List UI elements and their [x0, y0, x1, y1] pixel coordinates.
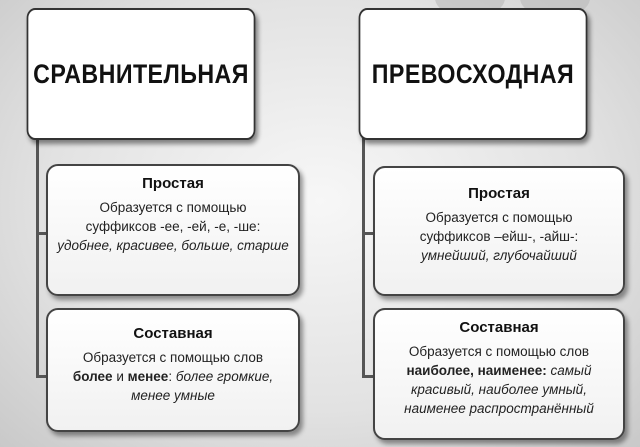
superlative-compound-examples: самый красивый, наиболее умный, наименее распространённый: [404, 363, 594, 416]
comparative-compound-line2: [54, 367, 292, 405]
comparative-simple-line2: суффиксов -ее, -ей, -е, -ше:: [85, 219, 261, 234]
comparative-word-less: менее: [127, 369, 169, 384]
comparative-conjunction: и: [116, 369, 124, 384]
superlative-compound-line2: [383, 361, 615, 418]
superlative-simple-line2: суффиксов –ейш-, -айш-:: [419, 229, 579, 244]
superlative-words: наиболее, наименее:: [406, 363, 547, 378]
comparative-title-box: [27, 8, 256, 140]
superlative-simple-line1: Образуется с помощью: [425, 210, 573, 225]
comparative-compound-line1: Образуется с помощью слов: [82, 350, 264, 365]
comparative-compound-box: [46, 308, 300, 432]
comparative-compound-heading: Составная: [133, 325, 213, 342]
comparative-compound-examples: более громкие, менее умные: [131, 369, 274, 403]
superlative-simple-heading: Простая: [468, 185, 530, 202]
superlative-simple-box: [373, 166, 625, 296]
comparative-simple-heading: Простая: [142, 175, 204, 192]
comparative-colon: :: [168, 369, 173, 384]
superlative-compound-box: [373, 308, 625, 440]
comparative-simple-line1: Образуется с помощью: [99, 200, 247, 215]
superlative-compound-heading: Составная: [459, 319, 539, 336]
left-connector-vertical: [36, 138, 39, 378]
superlative-title: ПРЕВОСХОДНАЯ: [371, 58, 575, 89]
comparative-title: СРАВНИТЕЛЬНАЯ: [33, 58, 249, 89]
comparative-word-more: более: [72, 369, 113, 384]
superlative-compound-line1: Образуется с помощью слов: [408, 344, 590, 359]
right-connector-vertical: [362, 138, 365, 378]
superlative-title-box: [359, 8, 588, 140]
comparative-simple-box: [46, 164, 300, 296]
superlative-simple-examples: умнейший, глубочайший: [421, 248, 577, 263]
comparative-simple-examples: удобнее, красивее, больше, старше: [57, 238, 289, 253]
